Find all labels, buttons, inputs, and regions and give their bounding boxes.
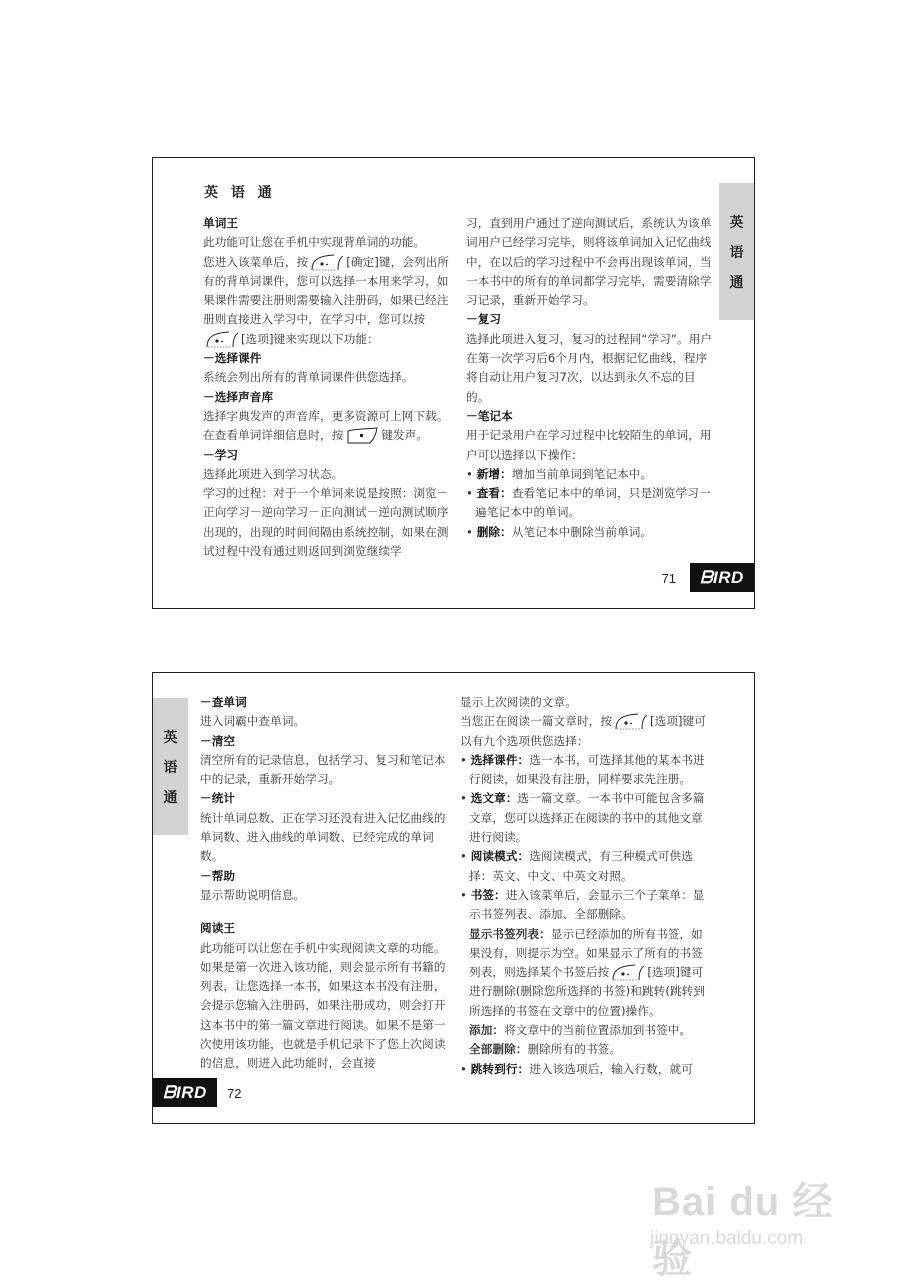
sub-text: 删除所有的书签。 <box>527 1042 622 1057</box>
tab-char: 语 <box>163 759 178 776</box>
paragraph: 清空所有的记录信息，包括学习、复习和笔记本中的记录，重新开始学习。 <box>200 752 446 787</box>
list-item: • 书签：进入该菜单后，会显示三个子菜单：显示书签列表、添加、全部删除。 <box>460 887 705 922</box>
list-item: • 新增：增加当前单词到笔记本中。 <box>466 466 653 481</box>
heading: －清空 <box>200 733 236 748</box>
side-tab <box>153 698 188 835</box>
tab-char: 通 <box>163 789 178 806</box>
item-text: 增加当前单词到笔记本中。 <box>511 466 653 481</box>
item-label: 删除： <box>476 524 512 539</box>
paragraph: 习，直到用户通过了逆向测试后，系统认为该单词用户已经学习完毕，则将该单词加入记忆曲线中，在以后的学习过程中不会再出现该单词，当一本书中的所有的单词都学习完毕，需要清除学习记录，重新开始学习。 <box>466 216 712 308</box>
paragraph: 此功能可以让您在手机中实现阅读文章的功能。如果是第一次进入该功能，则会显示所有书籍的列表，让您选择一本书，如果这本书没有注册，会提示您输入注册码，如果注册成功，则会打开这本书中的第一篇文章进行阅读。如果不是第一次使用该功能，也就是手机记录下了您上次阅读的信息，则进入此功能时，会直接 <box>200 940 446 1071</box>
item-text: 查看笔记本中的单词，只是浏览学习一遍笔记本中的单词。 <box>475 486 711 520</box>
manual-page-71 <box>152 157 755 609</box>
sub-text: [选项]键可进行删除(删除您所选择的书签)和跳转(跳转到所选择的书签在文章中的位置)操作。 <box>469 965 706 1018</box>
paragraph: 显示上次阅读的文章。 <box>460 695 577 709</box>
heading: －笔记本 <box>466 408 513 423</box>
soft-key-icon <box>205 331 239 348</box>
list-item: • 阅读模式：选阅读模式，有三种模式可供选择：英文、中文、中英文对照。 <box>460 849 693 883</box>
text: 当您正在阅读一篇文章时，按 <box>460 714 613 729</box>
tab-char: 通 <box>729 274 744 291</box>
sub-label: 全部删除： <box>469 1042 528 1057</box>
item-label: 跳转到行： <box>470 1061 530 1076</box>
sub-label: 添加： <box>469 1023 505 1038</box>
tab-char: 英 <box>729 214 744 231</box>
heading: －选择课件 <box>203 351 262 366</box>
heading-word-king: 单词王 <box>203 216 239 230</box>
left-column <box>200 693 452 1074</box>
list-item: • 选择课件：选一本书，可选择其他的某本书进行阅读，如果没有注册，同样要求先注册。 <box>460 752 705 787</box>
heading: －复习 <box>466 312 502 327</box>
item-text: 进入该菜单后，会显示三个子菜单：显示书签列表、添加、全部删除。 <box>469 887 705 922</box>
list-item: • 选文章：选一篇文章。一本书中可能包含多篇文章，您可以选择正在阅读的书中的其他文章进行阅读。 <box>460 791 705 845</box>
text: 在查看单词详细信息时，按 <box>203 428 344 443</box>
paragraph: 学习的过程：对于一个单词来说是按照：浏览－正向学习－逆向学习－正向测试－逆向测试顺序出现的，出现的时间间隔由系统控制，如果在测试过程中没有通过则返回到浏览继续学 <box>203 486 449 559</box>
list-item: • 查看：查看笔记本中的单词，只是浏览学习一遍笔记本中的单词。 <box>466 486 711 520</box>
item-text: 从笔记本中删除当前单词。 <box>511 524 653 539</box>
item-label: 选文章： <box>470 791 518 806</box>
heading: －学习 <box>203 447 239 462</box>
item-label: 选择课件： <box>470 752 530 767</box>
item-text: 选一本书，可选择其他的某本书进行阅读，如果没有注册，同样要求先注册。 <box>469 752 705 787</box>
sub-item <box>460 925 710 1021</box>
watermark-url: jingyan.baidu.com <box>650 1228 804 1249</box>
paragraph: 系统会列出所有的背单词课件供您选择。 <box>203 370 414 385</box>
sub-label: 显示书签列表： <box>469 926 551 941</box>
paragraph: 进入词霸中查单词。 <box>200 714 306 729</box>
watermark-brand: Bai du 经验 <box>652 1180 834 1281</box>
sub-item <box>460 1040 710 1059</box>
heading: －帮助 <box>200 868 236 883</box>
section-title: 英 语 通 <box>204 185 276 201</box>
text: 键发声。 <box>381 428 429 443</box>
soft-key-icon <box>310 254 344 271</box>
page-number: 72 <box>227 1086 242 1101</box>
baidu-watermark <box>640 1150 870 1281</box>
item-text: 选阅读模式，有三种模式可供选择：英文、中文、中英文对照。 <box>469 849 693 883</box>
heading-reading-king: 阅读王 <box>200 921 236 936</box>
item-label: 书签： <box>470 887 506 902</box>
heading: －统计 <box>200 791 236 806</box>
text: [确定]键，会列出所有的背单词课件，您可以选择一本用来学习，如果课件需要注册则需要输入注册码，如果已经注册则直接进入学习中，在学习中，您可以按 <box>203 254 450 327</box>
text: [选项]键来实现以下功能： <box>241 331 379 346</box>
tab-char: 英 <box>163 729 178 746</box>
page-number: 71 <box>661 571 676 586</box>
item-label: 查看： <box>476 486 512 501</box>
tab-char: 语 <box>729 244 744 261</box>
heading: －查单词 <box>200 695 247 709</box>
hash-key-icon <box>345 427 379 444</box>
manual-page-72 <box>152 672 755 1124</box>
bird-logo: ᗷIRD <box>153 1078 217 1107</box>
paragraph <box>203 253 455 349</box>
soft-key-icon <box>611 964 645 981</box>
list-item: • 跳转到行：进入该选项后，输入行数，就可 <box>460 1061 693 1076</box>
right-column <box>460 693 710 1079</box>
left-column <box>203 214 455 561</box>
right-column <box>466 214 716 542</box>
paragraph: 统计单词总数、正在学习还没有进入记忆曲线的单词数、进入曲线的单词数、已经完成的单词数。 <box>200 810 446 864</box>
paragraph <box>203 426 455 445</box>
list-item: • 删除：从笔记本中删除当前单词。 <box>466 524 653 539</box>
sub-text: 将文章中的当前位置添加到书签中。 <box>504 1023 692 1038</box>
text: [选项]键可以有九个选项供您选择： <box>460 714 707 748</box>
side-tab <box>719 183 754 320</box>
paragraph: 选择字典发声的声音库，更多资源可上网下载。 <box>203 408 449 423</box>
soft-key-icon <box>614 713 648 730</box>
paragraph: 此功能可让您在手机中实现背单词的功能。 <box>203 235 426 250</box>
heading: －选择声音库 <box>203 389 274 404</box>
sub-text: 显示已经添加的所有书签，如果没有，则提示为空。如果显示了所有的书签列表，则选择某个书签后按 <box>469 926 703 980</box>
text: 您进入该菜单后，按 <box>203 254 309 269</box>
item-label: 阅读模式： <box>470 849 530 864</box>
paragraph <box>460 712 710 751</box>
item-text: 进入该选项后，输入行数，就可 <box>529 1061 693 1076</box>
item-text: 选一篇文章。一本书中可能包含多篇文章，您可以选择正在阅读的书中的其他文章进行阅读。 <box>469 791 705 845</box>
paragraph: 选择此项进入复习，复习的过程同“学习”。用户在第一次学习后6个月内，根据记忆曲线，程序将自动让用户复习7次，以达到永久不忘的目的。 <box>466 331 713 404</box>
bird-logo: ᗷIRD <box>690 563 754 592</box>
item-label: 新增： <box>476 466 512 481</box>
paragraph: 显示帮助说明信息。 <box>200 887 306 902</box>
sub-item <box>460 1021 710 1040</box>
paragraph: 用于记录用户在学习过程中比较陌生的单词，用户可以选择以下操作： <box>466 428 712 462</box>
paragraph: 选择此项进入到学习状态。 <box>203 466 344 481</box>
